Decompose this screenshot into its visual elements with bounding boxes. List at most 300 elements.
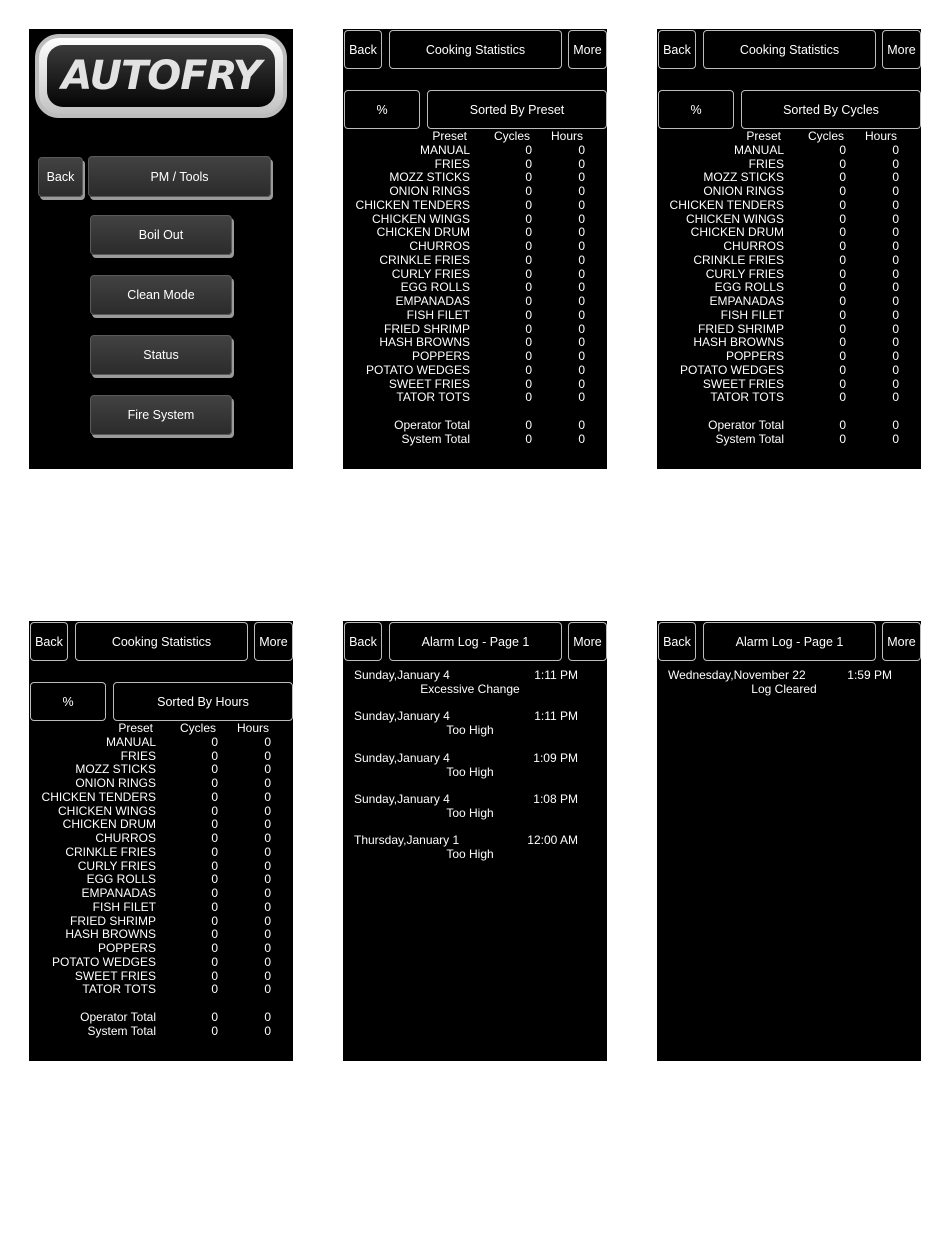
cycles-value: 0 <box>211 899 218 914</box>
preset-name: FRIED SHRIMP <box>697 321 784 336</box>
hours-value: 0 <box>578 335 585 350</box>
cycles-value: 0 <box>525 142 532 157</box>
sort-mode-button[interactable]: Sorted By Hours <box>113 682 293 721</box>
hours-value: 0 <box>578 307 585 322</box>
sort-mode-button[interactable]: Sorted By Preset <box>427 90 607 129</box>
cycles-value: 0 <box>839 335 846 350</box>
table-row <box>29 970 293 984</box>
hours-value: 0 <box>892 170 899 185</box>
table-row <box>657 171 921 185</box>
hours-value: 0 <box>892 376 899 391</box>
cycles-value: 0 <box>211 831 218 845</box>
preset-name: HASH BROWNS <box>65 927 156 942</box>
cycles-value: 0 <box>211 927 218 942</box>
column-header-cycles: Cycles <box>179 721 216 735</box>
hours-value: 0 <box>578 266 585 281</box>
cycles-value: 0 <box>525 239 532 253</box>
cycles-value: 0 <box>839 239 846 253</box>
preset-name: CHICKEN TENDERS <box>41 789 156 804</box>
cycles-value: 0 <box>211 844 218 859</box>
table-row <box>657 378 921 392</box>
hours-value: 0 <box>264 982 271 997</box>
cycles-value: 0 <box>839 376 846 391</box>
preset-name: FISH FILET <box>92 899 156 914</box>
table-header-row <box>343 130 607 144</box>
hours-value: 0 <box>264 844 271 859</box>
column-header-preset: Preset <box>118 721 153 735</box>
total-label: System Total <box>715 431 784 446</box>
percent-toggle-button[interactable]: % <box>344 90 420 129</box>
hours-value: 0 <box>264 748 271 763</box>
hours-value: 0 <box>892 280 899 295</box>
pm-tools-title-button[interactable]: PM / Tools <box>88 156 271 197</box>
table-row <box>29 860 293 874</box>
total-hours-value: 0 <box>264 1009 271 1024</box>
column-header-cycles: Cycles <box>807 129 844 143</box>
preset-name: CURLY FRIES <box>77 858 156 873</box>
hours-value: 0 <box>892 307 899 322</box>
preset-name: POPPERS <box>411 349 470 363</box>
total-row <box>343 419 607 433</box>
table-row <box>657 158 921 172</box>
table-row <box>343 364 607 378</box>
alarm-entry <box>343 831 607 872</box>
preset-name: POPPERS <box>97 941 156 955</box>
more-button[interactable]: More <box>568 30 607 69</box>
cycles-value: 0 <box>525 321 532 336</box>
preset-name: CHURROS <box>95 831 156 845</box>
preset-name: HASH BROWNS <box>693 335 784 350</box>
cooking-statistics-screen-cycles <box>657 29 921 469</box>
column-header-hours: Hours <box>236 721 269 735</box>
alarm-description: Too High <box>446 764 494 779</box>
back-button[interactable]: Back <box>344 622 382 661</box>
preset-name: POTATO WEDGES <box>365 362 470 377</box>
more-button[interactable]: More <box>882 30 921 69</box>
cycles-value: 0 <box>839 362 846 377</box>
cycles-value: 0 <box>525 156 532 171</box>
back-button[interactable]: Back <box>658 30 696 69</box>
preset-name: EMPANADAS <box>81 886 156 900</box>
cycles-value: 0 <box>525 184 532 198</box>
alarm-time: 1:11 PM <box>534 668 578 682</box>
alarm-entry <box>343 666 607 707</box>
hours-value: 0 <box>264 927 271 942</box>
cycles-value: 0 <box>839 184 846 198</box>
table-row <box>29 873 293 887</box>
hours-value: 0 <box>264 886 271 900</box>
preset-name: FISH FILET <box>720 307 784 322</box>
hours-value: 0 <box>264 968 271 983</box>
cycles-value: 0 <box>525 197 532 212</box>
preset-name: MANUAL <box>419 142 470 157</box>
cycles-value: 0 <box>839 321 846 336</box>
table-row <box>343 240 607 254</box>
total-hours-value: 0 <box>892 431 899 446</box>
cycles-value: 0 <box>525 376 532 391</box>
total-cycles-value: 0 <box>211 1023 218 1038</box>
cycles-value: 0 <box>525 266 532 281</box>
total-hours-value: 0 <box>578 417 585 432</box>
cycles-value: 0 <box>211 748 218 763</box>
statistics-table <box>29 722 293 1038</box>
preset-name: CHURROS <box>723 239 784 253</box>
table-row <box>657 281 921 295</box>
table-row <box>657 185 921 199</box>
hours-value: 0 <box>264 913 271 928</box>
preset-name: CRINKLE FRIES <box>379 252 470 267</box>
table-row <box>343 158 607 172</box>
cycles-value: 0 <box>839 307 846 322</box>
hours-value: 0 <box>578 225 585 240</box>
back-button[interactable]: Back <box>658 622 696 661</box>
table-row <box>657 350 921 364</box>
hours-value: 0 <box>578 184 585 198</box>
preset-name: CHICKEN DRUM <box>62 817 156 832</box>
clean-mode-button[interactable]: Clean Mode <box>90 275 232 315</box>
table-spacer <box>343 405 607 419</box>
preset-name: SWEET FRIES <box>388 376 470 391</box>
table-row <box>343 213 607 227</box>
table-row <box>657 391 921 405</box>
hours-value: 0 <box>264 899 271 914</box>
hours-value: 0 <box>264 776 271 790</box>
hours-value: 0 <box>892 197 899 212</box>
hours-value: 0 <box>578 376 585 391</box>
column-header-cycles: Cycles <box>493 129 530 143</box>
alarm-list <box>657 666 921 707</box>
cycles-value: 0 <box>525 307 532 322</box>
preset-name: MOZZ STICKS <box>703 170 784 185</box>
alarm-date: Sunday,January 4 <box>354 791 450 806</box>
cycles-value: 0 <box>839 252 846 267</box>
table-row <box>29 763 293 777</box>
preset-name: FRIES <box>434 156 470 171</box>
hours-value: 0 <box>578 362 585 377</box>
hours-value: 0 <box>264 954 271 969</box>
alarm-description: Excessive Change <box>420 682 520 696</box>
cycles-value: 0 <box>839 142 846 157</box>
hours-value: 0 <box>264 872 271 887</box>
table-row <box>29 928 293 942</box>
table-row <box>29 956 293 970</box>
hours-value: 0 <box>264 789 271 804</box>
preset-name: EMPANADAS <box>709 294 784 308</box>
cycles-value: 0 <box>211 762 218 777</box>
table-row <box>657 364 921 378</box>
table-row <box>343 323 607 337</box>
cycles-value: 0 <box>525 211 532 226</box>
total-hours-value: 0 <box>892 417 899 432</box>
table-row <box>657 213 921 227</box>
hours-value: 0 <box>264 831 271 845</box>
table-header-row <box>29 722 293 736</box>
cycles-value: 0 <box>525 362 532 377</box>
table-row <box>657 144 921 158</box>
hours-value: 0 <box>578 252 585 267</box>
preset-name: TATOR TOTS <box>710 390 784 405</box>
table-row <box>343 350 607 364</box>
preset-name: CHICKEN WINGS <box>371 211 470 226</box>
table-row <box>29 736 293 750</box>
alarm-entry <box>343 707 607 748</box>
preset-name: FRIES <box>748 156 784 171</box>
cycles-value: 0 <box>211 886 218 900</box>
cycles-value: 0 <box>211 941 218 955</box>
table-row <box>29 887 293 901</box>
cycles-value: 0 <box>839 156 846 171</box>
column-header-hours: Hours <box>864 129 897 143</box>
cycles-value: 0 <box>839 390 846 405</box>
cycles-value: 0 <box>211 858 218 873</box>
hours-value: 0 <box>892 184 899 198</box>
column-header-hours: Hours <box>550 129 583 143</box>
table-spacer <box>29 997 293 1011</box>
table-row <box>343 268 607 282</box>
preset-name: EGG ROLLS <box>714 280 784 295</box>
hours-value: 0 <box>892 239 899 253</box>
hours-value: 0 <box>892 142 899 157</box>
alarm-time: 1:11 PM <box>534 709 578 724</box>
hours-value: 0 <box>578 156 585 171</box>
cycles-value: 0 <box>839 294 846 308</box>
preset-name: MOZZ STICKS <box>75 762 156 777</box>
hours-value: 0 <box>892 321 899 336</box>
preset-name: CHICKEN WINGS <box>685 211 784 226</box>
table-row <box>343 391 607 405</box>
cycles-value: 0 <box>525 390 532 405</box>
total-label: Operator Total <box>708 417 784 432</box>
hours-value: 0 <box>892 294 899 308</box>
alarm-log-screen-2 <box>657 621 921 1061</box>
preset-name: CURLY FRIES <box>705 266 784 281</box>
table-row <box>657 268 921 282</box>
cycles-value: 0 <box>525 349 532 363</box>
table-row <box>657 336 921 350</box>
cycles-value: 0 <box>839 225 846 240</box>
cycles-value: 0 <box>211 817 218 832</box>
preset-name: FRIED SHRIMP <box>69 913 156 928</box>
preset-name: CHURROS <box>409 239 470 253</box>
hours-value: 0 <box>264 941 271 955</box>
preset-name: CHICKEN DRUM <box>690 225 784 240</box>
more-button[interactable]: More <box>568 622 607 661</box>
table-row <box>343 254 607 268</box>
table-row <box>657 226 921 240</box>
sort-mode-button[interactable]: Sorted By Cycles <box>741 90 921 129</box>
alarm-description: Too High <box>446 847 494 861</box>
preset-name: CRINKLE FRIES <box>65 844 156 859</box>
cooking-statistics-title[interactable]: Cooking Statistics <box>389 30 562 69</box>
cycles-value: 0 <box>211 789 218 804</box>
boil-out-button[interactable]: Boil Out <box>90 215 232 255</box>
total-label: System Total <box>401 431 470 446</box>
preset-name: ONION RINGS <box>389 184 470 198</box>
total-row <box>29 1011 293 1025</box>
cycles-value: 0 <box>211 913 218 928</box>
cycles-value: 0 <box>839 266 846 281</box>
table-row <box>343 144 607 158</box>
alarm-time: 12:00 AM <box>527 833 578 847</box>
table-row <box>29 805 293 819</box>
total-row <box>657 419 921 433</box>
preset-name: HASH BROWNS <box>379 335 470 350</box>
more-button[interactable]: More <box>882 622 921 661</box>
autofry-logo <box>35 34 287 118</box>
cooking-statistics-screen-preset <box>343 29 607 469</box>
hours-value: 0 <box>578 142 585 157</box>
table-row <box>29 901 293 915</box>
preset-name: CHICKEN DRUM <box>376 225 470 240</box>
hours-value: 0 <box>578 197 585 212</box>
preset-name: CURLY FRIES <box>391 266 470 281</box>
preset-name: TATOR TOTS <box>82 982 156 997</box>
hours-value: 0 <box>892 225 899 240</box>
total-label: System Total <box>87 1023 156 1038</box>
cycles-value: 0 <box>839 211 846 226</box>
total-cycles-value: 0 <box>839 417 846 432</box>
percent-toggle-button[interactable]: % <box>658 90 734 129</box>
alarm-time: 1:59 PM <box>847 668 892 682</box>
hours-value: 0 <box>892 266 899 281</box>
preset-name: SWEET FRIES <box>702 376 784 391</box>
cycles-value: 0 <box>211 734 218 749</box>
alarm-entry <box>343 749 607 790</box>
hours-value: 0 <box>578 211 585 226</box>
preset-name: CHICKEN WINGS <box>57 803 156 818</box>
preset-name: POTATO WEDGES <box>51 954 156 969</box>
autofry-logo-badge <box>47 45 275 107</box>
table-header-row <box>657 130 921 144</box>
cooking-statistics-title[interactable]: Cooking Statistics <box>75 622 248 661</box>
total-row <box>343 433 607 447</box>
table-row <box>657 309 921 323</box>
table-row <box>29 750 293 764</box>
hours-value: 0 <box>264 803 271 818</box>
table-row <box>343 336 607 350</box>
alarm-log-screen-1 <box>343 621 607 1061</box>
table-row <box>657 254 921 268</box>
logo-text: AUTOFRY <box>61 53 261 99</box>
preset-name: FRIED SHRIMP <box>383 321 470 336</box>
hours-value: 0 <box>892 390 899 405</box>
table-row <box>29 791 293 805</box>
preset-name: ONION RINGS <box>703 184 784 198</box>
hours-value: 0 <box>892 252 899 267</box>
table-row <box>29 846 293 860</box>
table-row <box>657 240 921 254</box>
table-row <box>29 832 293 846</box>
hours-value: 0 <box>892 349 899 363</box>
cycles-value: 0 <box>525 252 532 267</box>
table-row <box>657 323 921 337</box>
alarm-entry <box>657 666 921 707</box>
cycles-value: 0 <box>525 225 532 240</box>
alarm-log-title[interactable]: Alarm Log - Page 1 <box>389 622 562 661</box>
cooking-statistics-screen-hours <box>29 621 293 1061</box>
alarm-time: 1:09 PM <box>533 750 578 765</box>
preset-name: CHICKEN TENDERS <box>669 197 784 212</box>
total-cycles-value: 0 <box>525 417 532 432</box>
hours-value: 0 <box>578 170 585 185</box>
preset-name: ONION RINGS <box>75 776 156 790</box>
status-button[interactable]: Status <box>90 335 232 375</box>
hours-value: 0 <box>892 362 899 377</box>
alarm-description: Log Cleared <box>751 682 817 696</box>
table-row <box>343 295 607 309</box>
table-row <box>657 295 921 309</box>
statistics-table <box>657 130 921 446</box>
preset-name: MANUAL <box>733 142 784 157</box>
alarm-list <box>343 666 607 872</box>
table-row <box>343 281 607 295</box>
fire-system-button[interactable]: Fire System <box>90 395 232 435</box>
cycles-value: 0 <box>211 968 218 983</box>
cycles-value: 0 <box>525 280 532 295</box>
back-button[interactable]: Back <box>344 30 382 69</box>
cycles-value: 0 <box>839 170 846 185</box>
table-row <box>29 942 293 956</box>
cycles-value: 0 <box>211 954 218 969</box>
alarm-log-title[interactable]: Alarm Log - Page 1 <box>703 622 876 661</box>
table-spacer <box>657 405 921 419</box>
alarm-description: Too High <box>446 723 494 738</box>
hours-value: 0 <box>892 335 899 350</box>
table-row <box>343 309 607 323</box>
cooking-statistics-title[interactable]: Cooking Statistics <box>703 30 876 69</box>
table-row <box>29 983 293 997</box>
back-button[interactable]: Back <box>30 622 68 661</box>
total-cycles-value: 0 <box>525 431 532 446</box>
preset-name: CRINKLE FRIES <box>693 252 784 267</box>
hours-value: 0 <box>578 321 585 336</box>
more-button[interactable]: More <box>254 622 293 661</box>
preset-name: TATOR TOTS <box>396 390 470 405</box>
hours-value: 0 <box>578 294 585 308</box>
cycles-value: 0 <box>211 776 218 790</box>
preset-name: POTATO WEDGES <box>679 362 784 377</box>
table-row <box>343 378 607 392</box>
alarm-date: Wednesday,November 22 <box>668 668 806 682</box>
hours-value: 0 <box>892 211 899 226</box>
column-header-preset: Preset <box>746 129 781 143</box>
total-cycles-value: 0 <box>211 1009 218 1024</box>
table-row <box>29 818 293 832</box>
alarm-time: 1:08 PM <box>533 791 578 806</box>
alarm-date: Sunday,January 4 <box>354 709 450 724</box>
back-button[interactable]: Back <box>38 157 83 197</box>
alarm-date: Thursday,January 1 <box>354 833 460 847</box>
pm-tools-screen <box>29 29 293 469</box>
cycles-value: 0 <box>525 294 532 308</box>
table-row <box>343 171 607 185</box>
alarm-date: Sunday,January 4 <box>354 668 450 682</box>
preset-name: EMPANADAS <box>395 294 470 308</box>
hours-value: 0 <box>264 762 271 777</box>
alarm-description: Too High <box>446 805 494 820</box>
total-hours-value: 0 <box>264 1023 271 1038</box>
percent-toggle-button[interactable]: % <box>30 682 106 721</box>
hours-value: 0 <box>264 817 271 832</box>
total-cycles-value: 0 <box>839 431 846 446</box>
cycles-value: 0 <box>211 872 218 887</box>
preset-name: MANUAL <box>105 734 156 749</box>
total-row <box>657 433 921 447</box>
hours-value: 0 <box>264 858 271 873</box>
preset-name: SWEET FRIES <box>74 968 156 983</box>
preset-name: EGG ROLLS <box>86 872 156 887</box>
cycles-value: 0 <box>211 982 218 997</box>
